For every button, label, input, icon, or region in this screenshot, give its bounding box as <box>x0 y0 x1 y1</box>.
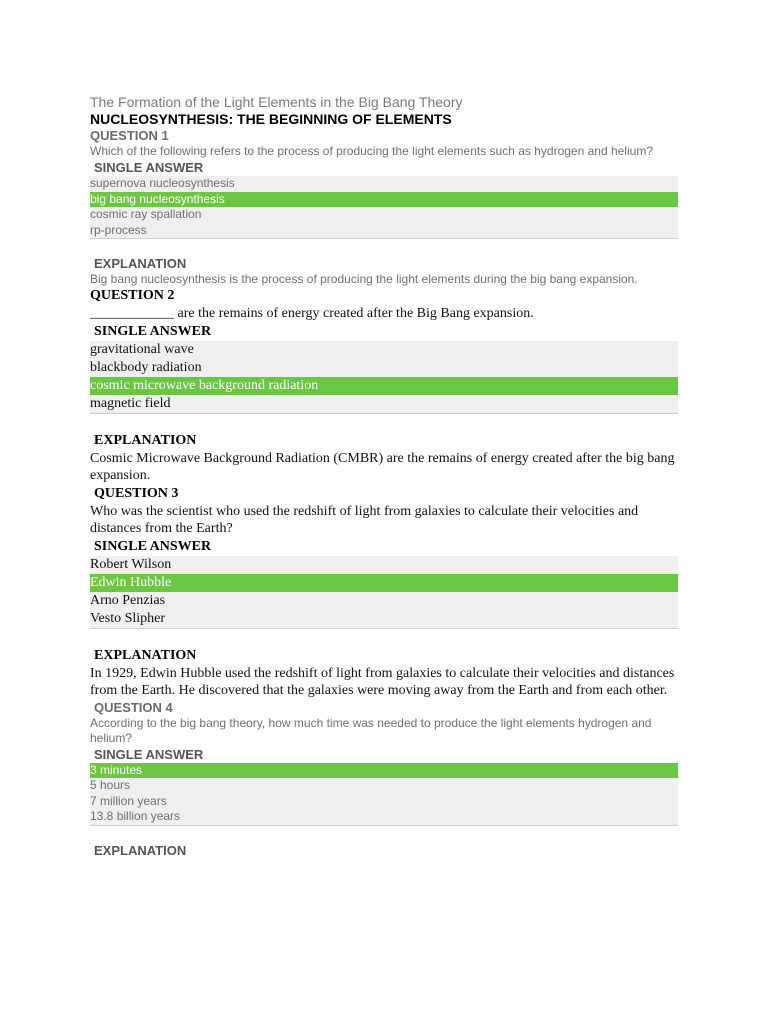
answer-options <box>90 556 678 629</box>
document-subtitle: NUCLEOSYNTHESIS: THE BEGINNING OF ELEMENTS <box>90 111 452 127</box>
answer-option[interactable]: cosmic ray spallation <box>90 207 202 221</box>
answer-option[interactable]: Robert Wilson <box>90 556 172 572</box>
answer-options <box>90 176 678 239</box>
question-heading: QUESTION 4 <box>94 699 173 715</box>
explanation-text: Big bang nucleosynthesis is the process of producing the light elements during the big bang expansion. <box>90 272 638 286</box>
question-heading: QUESTION 3 <box>94 485 179 501</box>
answer-type-label: SINGLE ANSWER <box>94 160 204 175</box>
answer-option[interactable]: 7 million years <box>90 793 167 808</box>
question-text: ____________ are the remains of energy created after the Big Bang expansion. <box>90 306 534 321</box>
answer-type-label: SINGLE ANSWER <box>94 746 204 762</box>
answer-option[interactable]: blackbody radiation <box>90 359 202 375</box>
explanation-label: EXPLANATION <box>94 842 187 858</box>
question-heading: QUESTION 1 <box>90 128 169 143</box>
answer-option-correct[interactable]: big bang nucleosynthesis <box>90 192 678 208</box>
question-2 <box>90 287 678 485</box>
answer-option-correct[interactable]: 3 minutes <box>90 763 678 779</box>
answer-option-correct[interactable]: Edwin Hubble <box>90 574 678 592</box>
explanation-label: EXPLANATION <box>94 647 197 663</box>
answer-option[interactable]: 5 hours <box>90 778 131 792</box>
answer-type-label: SINGLE ANSWER <box>94 323 212 339</box>
answer-options <box>90 763 678 826</box>
answer-options <box>90 341 678 414</box>
answer-option[interactable]: Vesto Slipher <box>90 610 166 626</box>
answer-option[interactable]: supernova nucleosynthesis <box>90 176 235 190</box>
explanation-text: Cosmic Microwave Background Radiation (CMBR) are the remains of energy created after the big bang expansion. <box>90 450 675 483</box>
answer-option[interactable]: Arno Penzias <box>90 592 166 608</box>
question-text: Who was the scientist who used the redshift of light from galaxies to calculate their velocities and distances from the Earth? <box>90 503 639 536</box>
answer-option-correct[interactable]: cosmic microwave background radiation <box>90 377 678 395</box>
document-page <box>90 94 678 859</box>
question-3 <box>90 485 678 700</box>
explanation-label: EXPLANATION <box>94 432 197 448</box>
document-title: The Formation of the Light Elements in the Big Bang Theory <box>90 94 463 110</box>
answer-type-label: SINGLE ANSWER <box>94 538 212 554</box>
question-text: According to the big bang theory, how much time was needed to produce the light elements hydrogen and helium? <box>90 715 652 745</box>
question-text: Which of the following refers to the process of producing the light elements such as hydrogen and helium? <box>90 144 653 158</box>
answer-option[interactable]: magnetic field <box>90 395 171 411</box>
explanation-text: In 1929, Edwin Hubble used the redshift of light from galaxies to calculate their velocities and distances from the Earth. He discovered that the galaxies were moving away from the Earth and from each other. <box>90 665 675 698</box>
explanation-label: EXPLANATION <box>94 256 187 271</box>
question-4 <box>90 700 678 859</box>
question-heading: QUESTION 2 <box>90 288 175 303</box>
answer-option[interactable]: gravitational wave <box>90 341 194 357</box>
question-1 <box>90 128 678 287</box>
answer-option[interactable]: rp-process <box>90 222 147 237</box>
answer-option[interactable]: 13.8 billion years <box>90 809 181 823</box>
